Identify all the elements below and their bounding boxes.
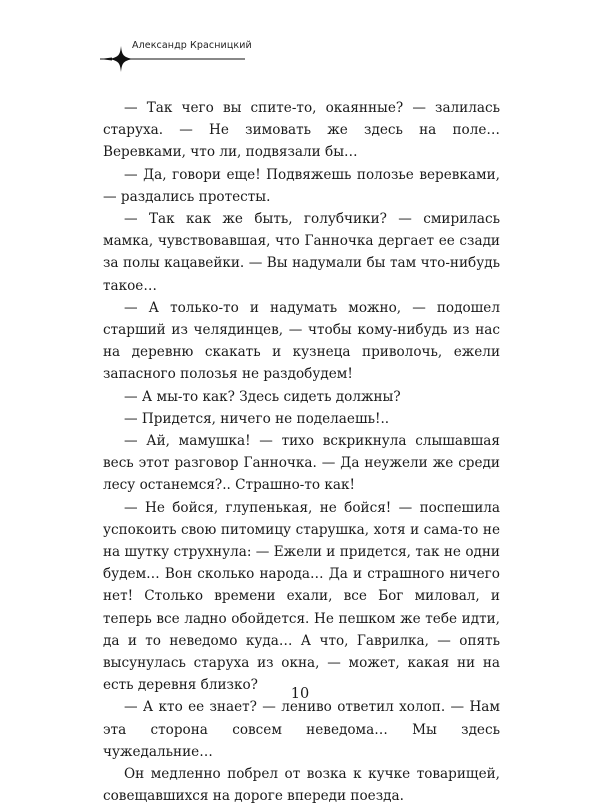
- paragraph: — А мы-то как? Здесь сидеть должны?: [124, 388, 401, 405]
- paragraph: — А кто ее знает? — лениво ответил холоп. — Нам эта сторона совсем неведома… Мы здесь чужедальние…: [103, 699, 500, 760]
- paragraph: — Ай, мамушка! — тихо вскрикнула слышавшая весь этот разговор Ганночка. — Да неужели же среди лесу останемся?.. Страшно-то как!: [103, 433, 500, 494]
- page-number: 10: [290, 686, 310, 702]
- paragraph: — А только-то и надумать можно, — подошел старший из челядинцев, — чтобы кому-нибудь из нас на деревню скакать и кузнеца приволочь, ежели запасного полозья не раздобудем!: [103, 299, 500, 383]
- running-header-author: Александр Красницкий: [132, 40, 252, 51]
- four-point-star-line-ornament-icon: [100, 44, 245, 74]
- paragraph: — Не бойся, глупенькая, не бойся! — поспешила успокоить свою питомицу старушка, хотя и сама-то не на шутку струхнула: — Ежели и придется, так не одни будем… Вон сколько народа… Да и страшного ничего нет! Столько времени ехали, все Бог миловал, и теперь все ладно обойдется. Не пешком же тебе идти, да и то неведомо куда… А что, Гаврилка, — опять высунулась старуха из окна, — может, какая ни на есть деревня близко?: [103, 499, 500, 694]
- paragraph: — Да, говори еще! Подвяжешь полозье веревками, — раздались протесты.: [103, 166, 500, 205]
- paragraph: — Придется, ничего не поделаешь!..: [124, 410, 390, 427]
- paragraph: — Так как же быть, голубчики? — смирилась мамка, чувствовавшая, что Ганночка дергает ее сзади за полы кацавейки. — Вы надумали бы там что-нибудь такое…: [103, 211, 500, 294]
- paragraph: Он медленно побрел от возка к кучке товарищей, совещавшихся на дороге впереди поезда.: [103, 766, 500, 805]
- paragraph: — Так чего вы спите-то, окаянные? — залилась старуха. — Не зимовать же здесь на поле… Веревками, что ли, подвязали бы…: [103, 100, 500, 161]
